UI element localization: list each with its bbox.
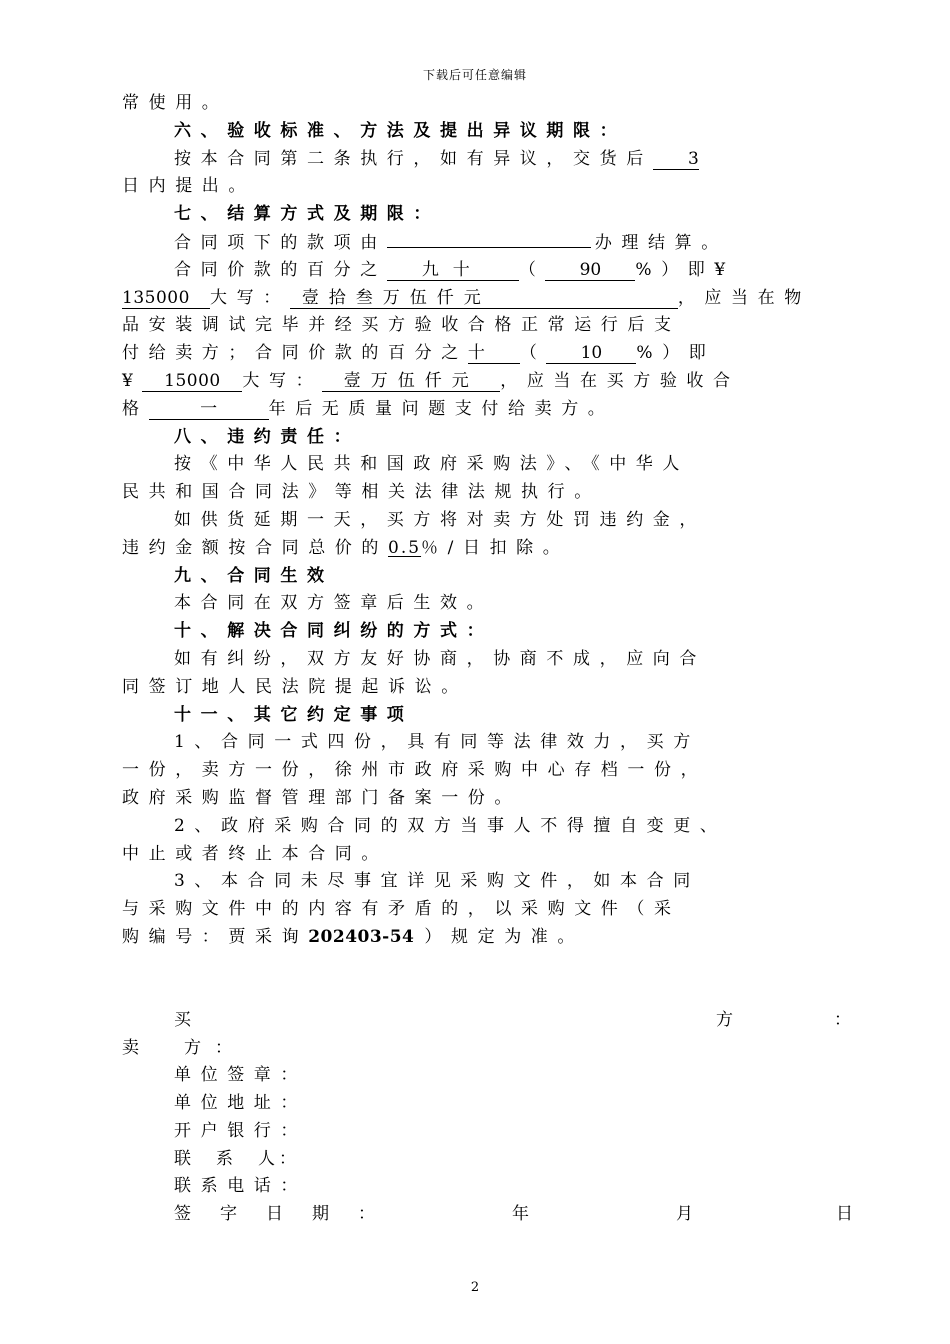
percent-2-field: 10: [546, 343, 636, 364]
section-10-heading: 十、解决合同纠纷的方式：: [174, 621, 494, 642]
section-11-item-1-line-2: 一份，卖方一份，徐州市政府采购中心存档一份，: [122, 760, 708, 781]
section-6-text: 按本合同第二条执行，如有异议，交货后: [174, 148, 653, 169]
section-8-line-1: 按《中华人民共和国政府采购法》、《中华人: [174, 454, 689, 475]
section-7-line-1: 合同项下的款项由 办理结算。: [122, 229, 862, 257]
section-6-line-1: [122, 146, 862, 174]
buyer-label-row: 买 方 ：: [174, 1009, 861, 1030]
unit-seal-label: 单位签章：: [174, 1065, 307, 1086]
section-11-item-3-line-1: 3、本合同未尽事宜详见采购文件，如本合同: [174, 871, 700, 892]
amount-1-cn-field: 壹拾叁万伍仟元: [290, 288, 678, 309]
section-7-line-7: 格 一 年后无质量问题支付给卖方。: [122, 398, 615, 419]
warranty-years-field: 一: [149, 399, 269, 420]
seller-label: 卖 方：: [122, 1037, 246, 1058]
procurement-code: 202403-54: [308, 926, 415, 947]
sign-date-label: 签 字 日 期 ：: [174, 1204, 381, 1225]
section-11-item-3-line-2: 与采购文件中的内容有矛盾的，以采购文件（采: [122, 899, 681, 920]
section-8-heading: 八、违约责任：: [174, 426, 361, 447]
section-9-heading: 九、合同生效: [174, 565, 334, 586]
amount-2-cn-field: 壹万伍仟元: [322, 371, 500, 392]
section-7-line-5: 付给卖方；合同价款的百分之十 （ 10 %）即: [122, 343, 716, 364]
paragraph-continuation: 常使用。: [122, 93, 229, 113]
section-7-heading: 七、结算方式及期限：: [174, 204, 440, 225]
section-11-item-2-line-2: 中止或者终止本合同。: [122, 843, 388, 864]
section-11-heading: 十一、其它约定事项: [174, 704, 414, 725]
unit-address-label: 单位地址：: [174, 1093, 307, 1114]
section-6-line-2: 日内提出。: [122, 176, 255, 197]
section-7-line-3: 135000 大写： 壹拾叁万伍仟元 ，应当在物: [122, 287, 811, 308]
phone-label: 联系电话：: [174, 1176, 307, 1197]
section-11-item-1-line-3: 政府采购监督管理部门备案一份。: [122, 787, 521, 808]
page-number: 2: [470, 1280, 480, 1295]
percent-2-cn-field: 十: [468, 343, 520, 364]
contact-label: 联 系 人：: [174, 1148, 300, 1169]
percent-1-field: 90: [545, 260, 635, 281]
section-7-line-4: 品安装调试完毕并经买方验收合格正常运行后支: [122, 315, 681, 336]
sign-date-row: 签 字 日 期 ： 年 月 日: [122, 1201, 862, 1229]
section-8-line-3: 如供货延期一天，买方将对卖方处罚违约金，: [174, 509, 706, 530]
section-11-item-1-line-1: 1、合同一式四份，具有同等法律效力，买方: [174, 732, 700, 753]
section-11-item-3-line-3: 购编号：贾采询202403-54 ）规定为准。: [122, 926, 584, 947]
settlement-party-blank: [387, 229, 591, 248]
section-11-item-2-line-1: 2、政府采购合同的双方当事人不得擅自变更、: [174, 815, 727, 836]
section-10-line-2: 同签订地人民法院提起诉讼。: [122, 676, 468, 697]
section-8-line-2: 民共和国合同法》等相关法律法规执行。: [122, 482, 601, 503]
delivery-days-field: 3: [653, 149, 699, 170]
amount-1-field: 135000: [122, 288, 210, 309]
section-7-line-6: ¥ 15000 大写： 壹万伍仟元 ，应当在买方验收合: [122, 370, 740, 391]
section-10-line-1: 如有纠纷，双方友好协商，协商不成，应向合: [174, 648, 706, 669]
section-8-line-4: 违约金额按合同总价的0.5％/日扣除。: [122, 537, 570, 558]
amount-2-field: 15000: [142, 371, 242, 392]
page-header: 下载后可任意编辑: [422, 68, 527, 82]
percent-1-cn-field: 九十: [387, 260, 519, 281]
section-6-heading: 六、验收标准、方法及提出异议期限：: [174, 120, 627, 141]
bank-label: 开户银行：: [174, 1120, 307, 1141]
section-9-line-1: 本合同在双方签章后生效。: [174, 593, 494, 614]
section-7-line-2: 合同价款的百分之 九十 （ 90 %）即¥: [174, 259, 735, 280]
document-body: [122, 90, 862, 1229]
penalty-rate-field: 0.5: [388, 537, 422, 558]
